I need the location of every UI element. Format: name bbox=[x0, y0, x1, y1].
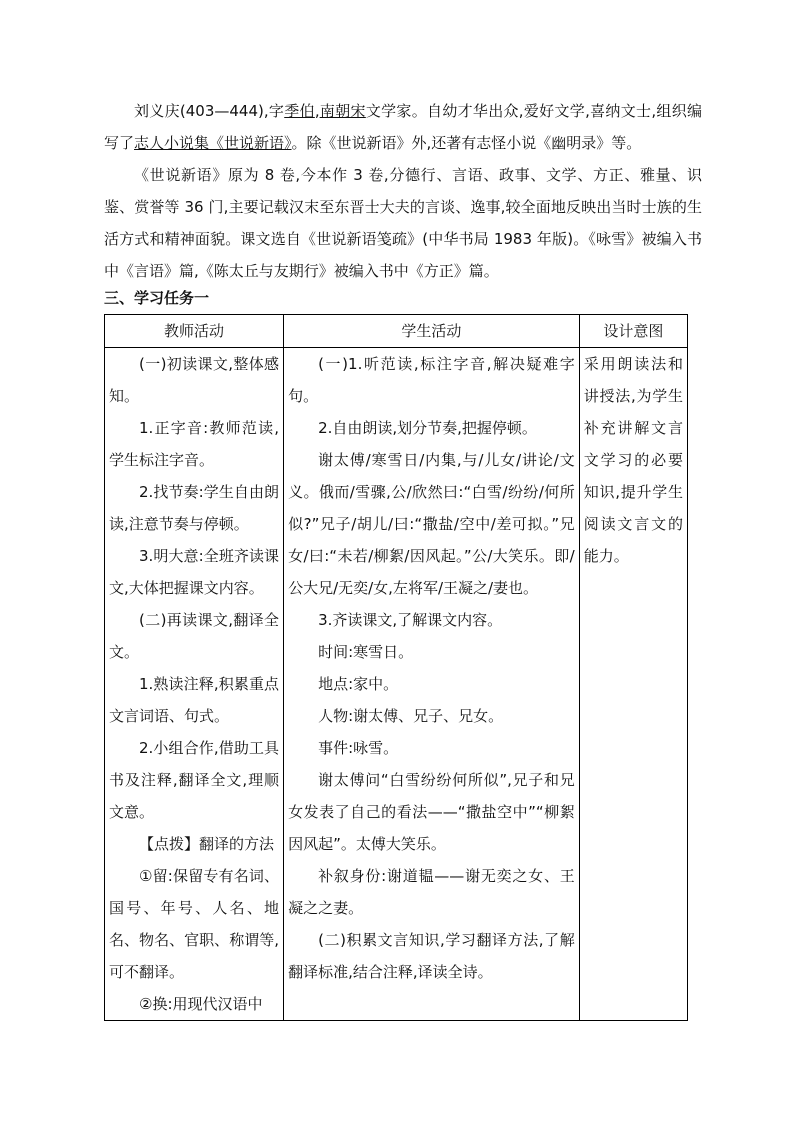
content-time: 时间:寒雪日。 bbox=[318, 643, 414, 661]
dynasty-name: 南朝宋 bbox=[319, 102, 366, 120]
student-step: (一)1.听范读,标注字音,解决疑难字句。 bbox=[288, 355, 575, 405]
teacher-step: (一)初读课文,整体感知。 bbox=[109, 355, 280, 405]
design-intent-cell bbox=[579, 348, 687, 1021]
teacher-step: ②换:用现代汉语中 bbox=[139, 995, 263, 1013]
content-event: 事件:咏雪。 bbox=[318, 739, 399, 757]
teacher-step: 1.熟读注释,积累重点文言词语、句式。 bbox=[109, 675, 280, 725]
design-intent-text: 采用朗读法和讲授法,为学生补充讲解文言文学习的必要知识,提升学生阅读文言文的能力。 bbox=[583, 355, 683, 565]
teacher-step: 2.找节奏:学生自由朗读,注意节奏与停顿。 bbox=[109, 483, 280, 533]
header-design-intent: 设计意图 bbox=[579, 315, 687, 348]
intro-text: 。除《世说新语》外,还著有志怪小说《幽明录》等。 bbox=[291, 134, 642, 152]
learning-task-table bbox=[104, 314, 688, 1021]
teacher-tip: 【点拨】翻译的方法 bbox=[139, 835, 275, 853]
table-header-row bbox=[105, 315, 688, 348]
teacher-step: ①留:保留专有名词、国号、年号、人名、地名、物名、官职、称谓等,可不翻译。 bbox=[109, 867, 280, 981]
teacher-step: 1.正字音:教师范读,学生标注字音。 bbox=[109, 419, 280, 469]
text-rhythm-division: 谢太傅/寒雪日/内集,与/儿女/讲论/文义。俄而/雪骤,公/欣然曰:“白雪/纷纷/何所似?”兄子/胡儿/曰:“撒盐/空中/差可拟。”兄女/曰:“未若/柳絮/因风起。”公/大笑乐。即/公大兄/无奕/女,左将军/王凝之/妻也。 bbox=[288, 451, 575, 597]
teacher-activity-cell bbox=[105, 348, 284, 1021]
courtesy-name: 季伯 bbox=[284, 102, 315, 120]
student-step: 2.自由朗读,划分节奏,把握停顿。 bbox=[318, 419, 537, 437]
content-place: 地点:家中。 bbox=[318, 675, 399, 693]
content-summary: 谢太傅问“白雪纷纷何所似”,兄子和兄女发表了自己的看法——“撒盐空中”“柳絮因风起”。太傅大笑乐。 bbox=[288, 771, 575, 853]
table-row bbox=[105, 348, 688, 1021]
teacher-step: (二)再读课文,翻译全文。 bbox=[109, 611, 280, 661]
student-step: (二)积累文言知识,学习翻译方法,了解翻译标准,结合注释,译读全诗。 bbox=[288, 931, 575, 981]
intro-text: , bbox=[314, 102, 320, 120]
header-teacher-activity: 教师活动 bbox=[105, 315, 284, 348]
student-step: 3.齐读课文,了解课文内容。 bbox=[318, 611, 503, 629]
teacher-step: 2.小组合作,借助工具书及注释,翻译全文,理顺文意。 bbox=[109, 739, 280, 821]
teacher-step: 3.明大意:全班齐读课文,大体把握课文内容。 bbox=[109, 547, 280, 597]
intro-text: 刘义庆(403—444),字 bbox=[134, 102, 285, 120]
header-student-activity: 学生活动 bbox=[284, 315, 580, 348]
intro-paragraph-author bbox=[104, 95, 702, 159]
intro-paragraph-book: 《世说新语》原为 8 卷,今本作 3 卷,分德行、言语、政事、文学、方正、雅量、识鉴、赏誉等 36 门,主要记载汉末至东晋士大夫的言谈、逸事,较全面地反映出当时士族的生活方式和精神面貌。课文选自《世说新语笺疏》(中华书局 1983 年版)。《咏雪》被编入书中《言语》篇,《陈太丘与友期行》被编入书中《方正》篇。 bbox=[104, 166, 702, 280]
student-activity-cell bbox=[284, 348, 580, 1021]
section-heading: 三、学习任务一 bbox=[104, 289, 210, 307]
intro-text: 文学家。自幼才华出众,爱好文学,喜纳文士,组织编写了 bbox=[104, 102, 702, 152]
content-identity: 补叙身份:谢道韫——谢无奕之女、王凝之之妻。 bbox=[288, 867, 575, 917]
book-title: 志人小说集《世说新语》 bbox=[134, 134, 292, 152]
content-characters: 人物:谢太傅、兄子、兄女。 bbox=[318, 707, 504, 725]
